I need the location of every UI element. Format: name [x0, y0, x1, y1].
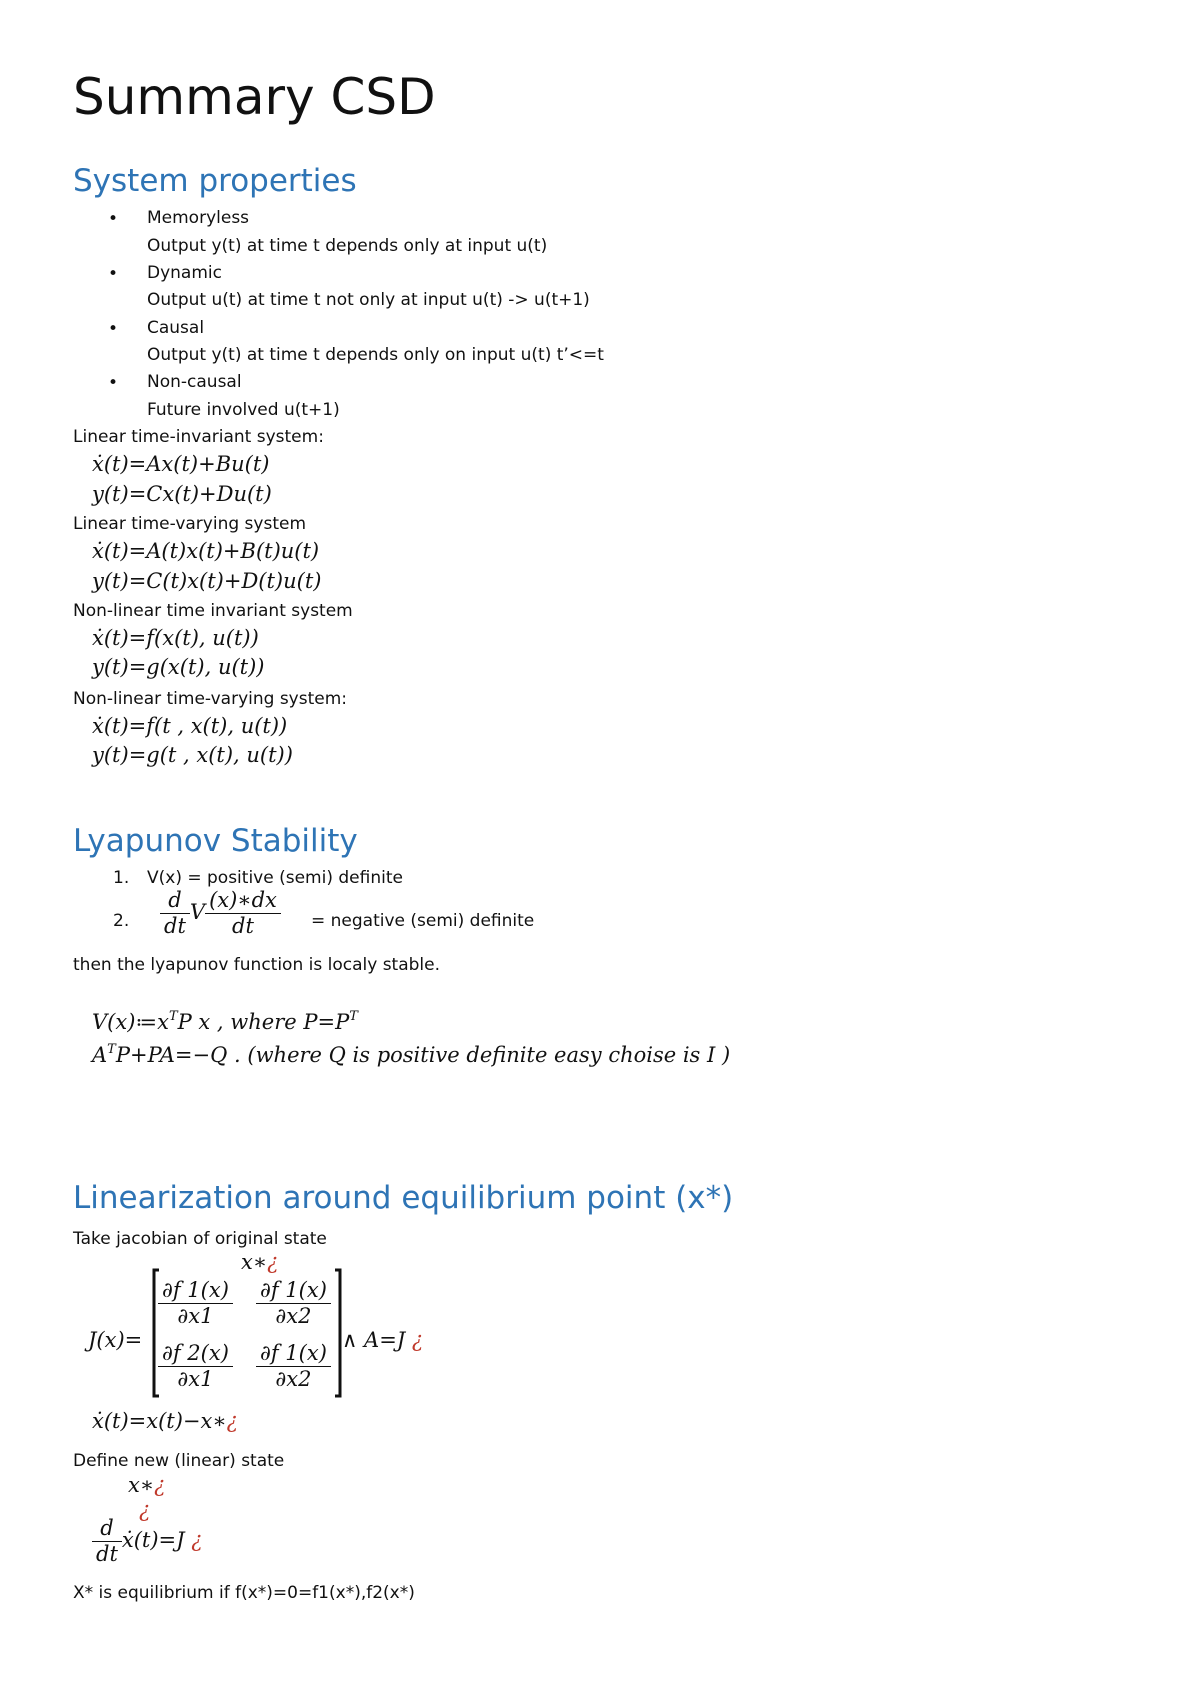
lyapunov-condition-1: V(x) = positive (semi) definite [147, 868, 403, 888]
bullet-icon: • [108, 209, 119, 229]
list-item-title: Memoryless [147, 208, 250, 228]
ltv-output-equation: y(t)=C(t)x(t)+D(t)u(t) [92, 569, 322, 593]
eq-part: x∗ [241, 1250, 268, 1274]
lti-output-equation: y(t)=Cx(t)+Du(t) [92, 482, 272, 506]
jacobian-lhs: J(x)= [88, 1328, 143, 1352]
frac-denominator: ∂x2 [275, 1304, 312, 1328]
state-shift-equation [92, 1411, 238, 1432]
frac-numerator: ∂f 1(x) [256, 1280, 331, 1304]
frac-numerator: d [92, 1518, 122, 1542]
eq-part: A [92, 1043, 108, 1067]
frac-denominator: ∂x1 [177, 1367, 214, 1391]
page-title: Summary CSD [73, 68, 436, 126]
bullet-icon: • [108, 319, 119, 339]
superscript: T [349, 1009, 358, 1024]
frac-denominator: ∂x1 [177, 1304, 214, 1328]
eq-part: ẋ(t)=J [121, 1528, 185, 1552]
lyapunov-function-equation [92, 1009, 358, 1034]
frac-numerator: ∂f 1(x) [158, 1280, 233, 1304]
frac-denominator: ∂x2 [275, 1367, 312, 1391]
list-item-title: Dynamic [147, 263, 222, 283]
red-mark: ¿ [226, 1409, 238, 1433]
lyapunov-conclusion: then the lyapunov function is localy stable. [73, 955, 441, 975]
eq-part: ẋ(t)=x(t)−x∗ [92, 1409, 227, 1433]
eq-part: x∗ [128, 1473, 155, 1497]
frac-denominator: dt [164, 914, 186, 938]
section-heading-linearization: Linearization around equilibrium point (x*) [73, 1180, 734, 1216]
nltv-output-equation: y(t)=g(t , x(t), u(t)) [92, 743, 293, 767]
ltv-state-equation: ẋ(t)=A(t)x(t)+B(t)u(t) [92, 539, 320, 563]
list-item-title: Non-causal [147, 372, 242, 392]
section-heading-lyapunov: Lyapunov Stability [73, 823, 358, 859]
lyapunov-condition-2: = negative (semi) definite [311, 911, 535, 931]
lti-state-equation: ẋ(t)=Ax(t)+Bu(t) [92, 452, 270, 476]
equilibrium-condition: X* is equilibrium if f(x*)=0=f1(x*),f2(x*) [73, 1583, 415, 1603]
lti-label: Linear time-invariant system: [73, 427, 324, 447]
eq-part: P+PA=−Q . (where Q is positive definite easy choise is I ) [115, 1043, 731, 1067]
list-item-desc: Future involved u(t+1) [147, 400, 340, 420]
jacobian-label: Take jacobian of original state [73, 1229, 327, 1249]
eq-part: V(x)≔x [92, 1010, 169, 1034]
jacobian-rhs [342, 1330, 423, 1351]
list-number: 2. [113, 911, 130, 931]
nltv-state-equation: ẋ(t)=f(t , x(t), u(t)) [92, 714, 288, 738]
list-item-desc: Output y(t) at time t depends only on input u(t) t’<=t [147, 345, 604, 365]
nlti-label: Non-linear time invariant system [73, 601, 353, 621]
list-number: 1. [113, 868, 130, 888]
list-item-title: Causal [147, 318, 205, 338]
nlti-output-equation: y(t)=g(x(t), u(t)) [92, 655, 265, 679]
ltv-label: Linear time-varying system [73, 514, 307, 534]
list-item-desc: Output y(t) at time t depends only at input u(t) [147, 236, 548, 256]
matrix-cell-11 [158, 1280, 233, 1327]
lyapunov-derivative [160, 890, 281, 937]
matrix-cell-22 [256, 1343, 331, 1390]
frac-numerator: d [160, 890, 190, 914]
matrix-cell-12 [256, 1280, 331, 1327]
lyapunov-equation [92, 1042, 731, 1067]
superscript: T [168, 1009, 178, 1024]
frac-numerator: ∂f 2(x) [158, 1343, 233, 1367]
red-mark: ¿ [411, 1328, 424, 1352]
above-symbol [128, 1475, 165, 1496]
red-mark: ¿ [267, 1250, 279, 1274]
red-mark: ¿ [191, 1528, 203, 1552]
superscript: T [107, 1042, 116, 1057]
frac-numerator: (x)∗dx [205, 890, 281, 914]
nltv-label: Non-linear time-varying system: [73, 689, 348, 709]
section-heading-system-properties: System properties [73, 163, 357, 199]
matrix-cell-21 [158, 1343, 233, 1390]
nlti-state-equation: ẋ(t)=f(x(t), u(t)) [92, 626, 259, 650]
define-state-label: Define new (linear) state [73, 1451, 285, 1471]
red-mark: ¿ [154, 1473, 166, 1497]
linear-state-equation [92, 1518, 203, 1565]
frac-denominator: dt [96, 1542, 118, 1566]
bullet-icon: • [108, 264, 119, 284]
frac-denominator: dt [232, 914, 254, 938]
frac-numerator: ∂f 1(x) [256, 1343, 331, 1367]
eq-part: P x , where P=P [177, 1010, 350, 1034]
red-mark: ¿ [139, 1498, 151, 1522]
list-item-desc: Output u(t) at time t not only at input u(t) -> u(t+1) [147, 290, 590, 310]
bullet-icon: • [108, 373, 119, 393]
v-symbol: V [189, 900, 206, 924]
eq-part: ∧ A=J [342, 1328, 406, 1352]
